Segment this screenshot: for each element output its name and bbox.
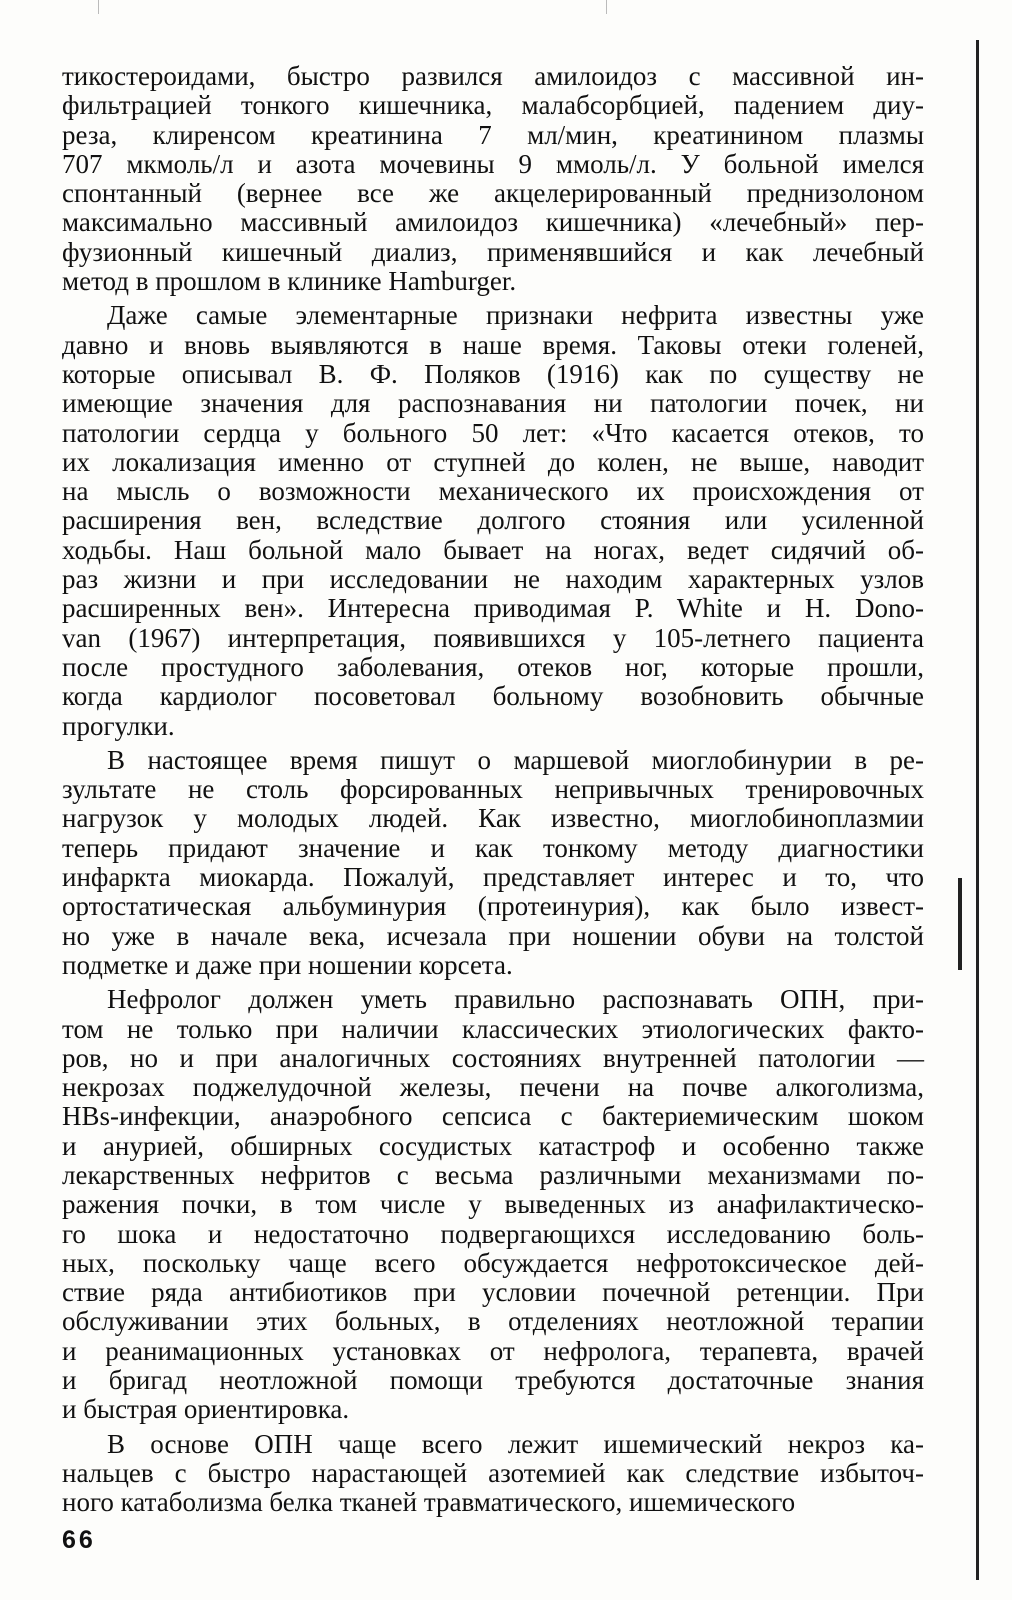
margin-mark bbox=[958, 878, 962, 970]
text-line: подметке и даже при ношении корсета. bbox=[62, 949, 513, 980]
paragraph-4 bbox=[62, 985, 924, 1424]
text-line: ражения почки, в том числе у выведенных из анафилактическо- bbox=[62, 1189, 924, 1220]
text-line: лекарственных нефритов с весьма различными механизмами по- bbox=[62, 1159, 924, 1190]
text-line: которые описывал В. Ф. Поляков (1916) как по существу не bbox=[62, 358, 924, 389]
text-line: и бригад неотложной помощи требуются достаточные знания bbox=[62, 1365, 924, 1396]
text-line: инфаркта миокарда. Пожалуй, представляет интерес и то, что bbox=[62, 862, 924, 893]
text-line: том не только при наличии классических этиологических факто- bbox=[62, 1013, 924, 1044]
text-line: Нефролог должен уметь правильно распознавать ОПН, при- bbox=[107, 984, 924, 1015]
scan-artifact-tick bbox=[606, 0, 607, 14]
page-number: 66 bbox=[62, 1526, 96, 1554]
text-line: спонтанный (вернее все же акцелерированный преднизолоном bbox=[62, 178, 924, 209]
text-line: патологии сердца у больного 50 лет: «Что касается отеков, то bbox=[62, 417, 924, 448]
text-line: прогулки. bbox=[62, 710, 175, 741]
text-line: тикостероидами, быстро развился амилоидоз с массивной ин- bbox=[62, 61, 924, 91]
text-line: зультате не столь форсированных непривычных тренировочных bbox=[62, 774, 924, 805]
text-line: теперь придают значение и как тонкому методу диагностики bbox=[62, 832, 924, 863]
paragraph-2 bbox=[62, 301, 924, 740]
text-line: и анурией, обширных сосудистых катастроф и особенно также bbox=[62, 1130, 924, 1161]
text-line: фильтрацией тонкого кишечника, малабсорбцией, падением диу- bbox=[62, 90, 924, 121]
text-line: метод в прошлом в клинике Hamburger. bbox=[62, 266, 517, 297]
scan-artifact-tick bbox=[98, 0, 99, 14]
text-line: реза, клиренсом креатинина 7 мл/мин, креатинином плазмы bbox=[62, 119, 924, 150]
text-line: расширения вен, вследствие долгого стояния или усиленной bbox=[62, 505, 924, 536]
paragraph-1 bbox=[62, 62, 924, 296]
text-line: van (1967) интерпретация, появившихся у 105-летнего пациента bbox=[62, 622, 924, 653]
paragraph-3 bbox=[62, 746, 924, 980]
text-line: и быстрая ориентировка. bbox=[62, 1394, 350, 1425]
text-line: В основе ОПН чаще всего лежит ишемический некроз ка- bbox=[107, 1428, 924, 1459]
page-body bbox=[62, 62, 924, 1518]
text-line: их локализация именно от ступней до колен, не выше, наводит bbox=[62, 446, 924, 477]
text-line: расширенных вен». Интересна приводимая P. White и H. Dono- bbox=[62, 593, 924, 624]
text-line: давно и вновь выявляются в наше время. Таковы отеки голеней, bbox=[62, 329, 924, 360]
text-line: нагрузок у молодых людей. Как известно, миоглобиноплазмии bbox=[62, 803, 924, 834]
text-line: и реанимационных установках от нефролога, терапевта, врачей bbox=[62, 1335, 924, 1366]
text-line: фузионный кишечный диализ, применявшийся и как лечебный bbox=[62, 236, 924, 267]
paragraph-5 bbox=[62, 1430, 924, 1518]
text-line: HBs-инфекции, анаэробного сепсиса с бактериемическим шоком bbox=[62, 1101, 924, 1132]
text-line: нальцев с быстро нарастающей азотемией как следствие избыточ- bbox=[62, 1457, 924, 1488]
text-line: после простудного заболевания, отеков ног, которые прошли, bbox=[62, 651, 924, 682]
text-line: ров, но и при аналогичных состояниях внутренней патологии — bbox=[62, 1042, 924, 1073]
text-line: 707 мкмоль/л и азота мочевины 9 ммоль/л. У больной имелся bbox=[62, 148, 924, 179]
text-line: ствие ряда антибиотиков при условии почечной ретенции. При bbox=[62, 1277, 924, 1308]
text-line: но уже в начале века, исчезала при ношении обуви на толстой bbox=[62, 920, 924, 951]
text-line: В настоящее время пишут о маршевой миоглобинурии в ре- bbox=[107, 744, 924, 775]
text-line: некрозах поджелудочной железы, печени на почве алкоголизма, bbox=[62, 1072, 924, 1103]
page-edge-line bbox=[976, 40, 979, 1580]
text-line: имеющие значения для распознавания ни патологии почек, ни bbox=[62, 388, 924, 419]
text-line: ного катаболизма белка тканей травматического, ишемического bbox=[62, 1487, 796, 1518]
text-line: Даже самые элементарные признаки нефрита известны уже bbox=[107, 300, 924, 331]
text-line: ортостатическая альбуминурия (протеинурия), как было извест- bbox=[62, 891, 924, 922]
text-line: го шока и недостаточно подвергающихся исследованию боль- bbox=[62, 1218, 924, 1249]
text-line: раз жизни и при исследовании не находим характерных узлов bbox=[62, 564, 924, 595]
text-line: ных, поскольку чаще всего обсуждается нефротоксическое дей- bbox=[62, 1247, 924, 1278]
text-line: ходьбы. Наш больной мало бывает на ногах, ведет сидячий об- bbox=[62, 534, 924, 565]
text-line: обслуживании этих больных, в отделениях неотложной терапии bbox=[62, 1306, 924, 1337]
text-line: на мысль о возможности механического их происхождения от bbox=[62, 476, 924, 507]
text-line: когда кардиолог посоветовал больному возобновить обычные bbox=[62, 681, 924, 712]
text-line: максимально массивный амилоидоз кишечника) «лечебный» пер- bbox=[62, 207, 924, 238]
